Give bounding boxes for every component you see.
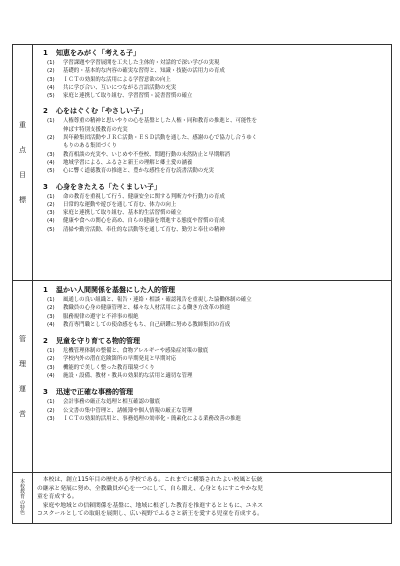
- list-item: (4) 健康や食への関心を高め、自らの健康を増進する態度や習慣の育成: [47, 218, 225, 225]
- list-item: (1) 命の教育を重視して行う、健康安全に関する判断力や行動力の育成: [47, 193, 225, 200]
- list-item: (2) 教職員の心身の健康管理と、様々な人材活用による働き方改革の推進: [47, 305, 231, 312]
- list-item: (2) 日常的な運動や遊びを通して育む、体力の向上: [47, 201, 177, 208]
- label-char: 理: [19, 359, 26, 368]
- label-char: の: [19, 499, 25, 506]
- label-char: 点: [19, 145, 26, 154]
- list-item: (3) ＩＣＴの効果的な活用による学習意欲の向上: [47, 76, 171, 83]
- list-item: (4) 地域学習による、ふるさと新王の理解と郷土愛の涵養: [47, 159, 193, 166]
- row-label-school-features: [13, 473, 33, 523]
- label-char: 運: [19, 384, 26, 393]
- paragraph-line: 童を育成する。: [37, 494, 78, 501]
- section-title: 1 温かい人間関係を基盤にした人的管理: [43, 286, 175, 294]
- label-char: 重: [19, 120, 26, 129]
- section-title: 2 心をはぐくむ「やさしい子」: [43, 107, 147, 116]
- row-label-priority-goals: [13, 45, 33, 280]
- list-item: (4) 共に学び合い、互いにつながる言語活動の充実: [47, 84, 177, 91]
- list-item: (4) 教育専門職としての使命感をもち、自己研鑽に努める教師集団の育成: [47, 321, 231, 328]
- priority-goals-content: [35, 45, 389, 280]
- label-char: 特: [19, 504, 25, 511]
- label-char: 色: [19, 510, 25, 517]
- paragraph-line: の継承と発展に努め、全教職員が心を一つにして、自ら鍛え、心身ともにすこやかな児: [37, 485, 264, 492]
- school-plan-table: [12, 44, 392, 524]
- list-item: (1) 会計事務の厳正な処理と相互確認の徹底: [47, 399, 161, 406]
- list-item: (4) 施設・設備、教材・教具の効果的な活用と適切な管理: [47, 373, 193, 380]
- paragraph-line: コスクールとしての取組を展開し、広い視野でふるさと新王を愛する児童を育成する。: [37, 511, 263, 518]
- list-item: (1) 危機管理体制の整備と、食物アレルギーや感染症対策の徹底: [47, 348, 209, 355]
- row-management: [13, 281, 391, 473]
- section-title: 1 知恵をみがく「考える子」: [43, 49, 140, 57]
- list-item: (5) 心に響く道徳教育の推進と、豊かな感性を育む読書活動の充実: [47, 168, 214, 175]
- row-label-management: [13, 281, 33, 472]
- label-char: 育: [19, 494, 25, 501]
- list-item: 伸ばす特別支援教育の充実: [63, 126, 128, 133]
- label-char: 管: [19, 334, 26, 343]
- list-item: (5) 清掃や勤労活動、奉仕的な活動等を通して育む、勤労と奉仕の精神: [47, 226, 225, 233]
- list-item: (3) 服務規律の遵守と不祥事の根絶: [47, 313, 139, 320]
- list-item: (1) 風通しの良い組織と、報告・連絡・相談・確認報告を重視した協働体制の確立: [47, 297, 252, 303]
- list-item: (3) 機能的で美しく整った教育環境づくり: [47, 364, 155, 371]
- list-item: (2) 学校内外の潜在危険箇所の早期発見と早期対応: [47, 356, 177, 363]
- list-item: (3) 家庭と連携して取り組む、基本的生活習慣の確立: [47, 210, 182, 217]
- list-item: (2) 基礎的・基本的な内容の確実な習得と、知識・技能の活用力の育成: [47, 68, 225, 75]
- list-item: (3) 教育相談の充実や、いじめや不登校、問題行動の未然防止と早期解消: [47, 151, 231, 158]
- label-char: 標: [19, 195, 26, 204]
- section-title: 3 迅速で正確な事務的管理: [43, 388, 133, 397]
- section-title: 3 心身をきたえる「たくましい子」: [43, 182, 161, 191]
- paragraph-line: 本校は、創立115年目の歴史ある学校である。これまでに構築されたよい校風と伝統: [37, 477, 263, 483]
- label-char: 教: [19, 489, 25, 496]
- list-item: (1) 学習課題や学習展開を工夫した主体的・対話的で深い学びの実現: [47, 60, 220, 66]
- list-item: (1) 人権尊重の精神と思いやりの心を基盤とした人権・同和教育の推進と、可能性を: [47, 118, 258, 125]
- row-school-features: [13, 473, 391, 523]
- list-item: (2) 異年齢集団活動やＪＲＣ活動・ＥＳＤ活動を通した、感謝の心で協力し合うゆく: [47, 135, 258, 142]
- list-item: もりのある集団づくり: [63, 143, 117, 150]
- school-features-content: [35, 473, 389, 523]
- row-priority-goals: [13, 45, 391, 281]
- label-char: 校: [19, 483, 25, 490]
- paragraph-line: 家庭や地域との信頼関係を基盤に、地域に根ざした教育を推進するとともに、ユネス: [37, 502, 264, 509]
- label-char: 目: [19, 170, 26, 179]
- label-char: 本: [19, 478, 25, 485]
- list-item: (3) ＩＣＴの効果的活用と、事務処理の効率化・簡素化による業務改善の推進: [47, 415, 241, 422]
- management-content: [35, 281, 389, 472]
- label-char: 営: [19, 409, 26, 418]
- section-title: 2 児童を守り育てる物的管理: [43, 337, 140, 346]
- list-item: (5) 家庭と連携して取り組む、学習習慣・読書習慣の確立: [47, 93, 193, 100]
- list-item: (2) 公文書の集中管理と、諸帳簿や個人情報の厳正な管理: [47, 407, 193, 414]
